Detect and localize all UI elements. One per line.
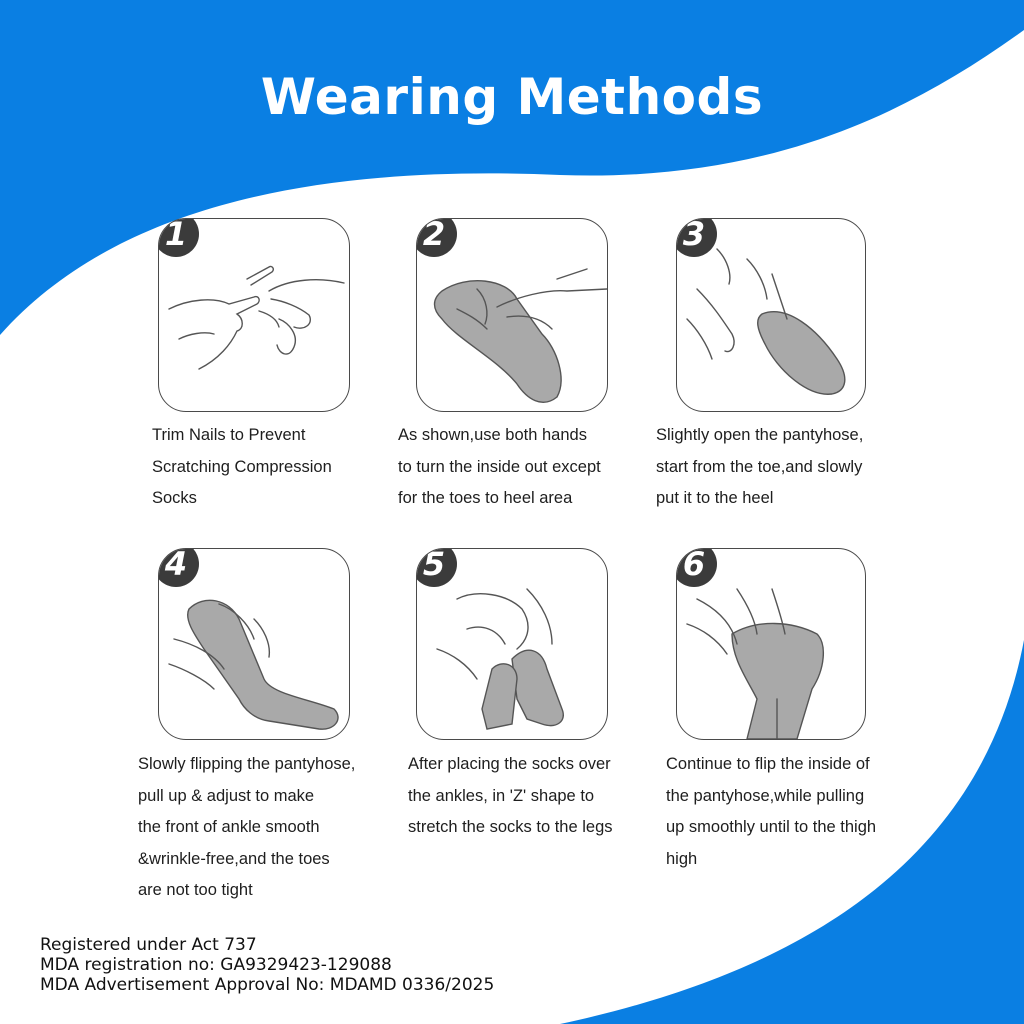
step-3-illustration: [676, 218, 866, 412]
step-6-caption-line: Continue to flip the inside of: [666, 755, 870, 773]
step-6-caption: [666, 749, 876, 875]
step-3-caption: [656, 420, 863, 515]
step-1-illustration: [158, 218, 350, 412]
step-4-caption-line: the front of ankle smooth: [138, 818, 320, 836]
step-3-caption-line: Slightly open the pantyhose,: [656, 426, 864, 444]
step-3-caption-line: start from the toe,and slowly: [656, 457, 863, 476]
step-1-caption-line: Scratching Compression: [152, 457, 332, 476]
step-2-caption-line: for the toes to heel area: [398, 489, 573, 507]
step-4-caption-line: Slowly flipping the pantyhose,: [138, 755, 356, 773]
step-6-illustration: [676, 548, 866, 740]
step-4-caption: [138, 749, 355, 907]
step-4-caption-line: pull up & adjust to make: [138, 786, 315, 805]
step-5-caption-line: stretch the socks to the legs: [408, 818, 613, 836]
footer-line: MDA Advertisement Approval No: MDAMD 0336/2025: [40, 975, 495, 995]
step-4-caption-line: &wrinkle-free,and the toes: [138, 849, 330, 868]
step-2-illustration: [416, 218, 608, 412]
step-6-badge: 6: [676, 548, 717, 587]
step-2-badge: 2: [416, 218, 457, 257]
step-1-caption-line: Socks: [152, 489, 197, 507]
step-4-caption-line: are not too tight: [138, 881, 253, 899]
step-4-badge: 4: [158, 548, 199, 587]
page-title: Wearing Methods: [260, 68, 764, 126]
footer-line: Registered under Act 737: [40, 935, 257, 955]
step-2-caption-line: to turn the inside out except: [398, 457, 601, 476]
step-5-caption: [408, 749, 613, 844]
step-5-caption-line: After placing the socks over: [408, 755, 611, 773]
step-5-caption-line: the ankles, in 'Z' shape to: [408, 786, 595, 805]
step-2-caption: [398, 420, 601, 515]
regulatory-footer: [40, 935, 494, 995]
step-2-caption-line: As shown,use both hands: [398, 426, 587, 444]
step-1-caption: [152, 420, 332, 515]
step-5-illustration: [416, 548, 608, 740]
footer-line: MDA registration no: GA9329423-129088: [40, 955, 392, 975]
step-1-badge: 1: [158, 218, 199, 257]
step-3-caption-line: put it to the heel: [656, 489, 774, 507]
step-6-caption-line: high: [666, 849, 698, 868]
step-1-caption-line: Trim Nails to Prevent: [152, 426, 306, 444]
step-4-illustration: [158, 548, 350, 740]
step-6-caption-line: up smoothly until to the thigh: [666, 818, 877, 836]
step-5-badge: 5: [416, 548, 457, 587]
step-6-caption-line: the pantyhose,while pulling: [666, 786, 865, 805]
step-3-badge: 3: [676, 218, 717, 257]
